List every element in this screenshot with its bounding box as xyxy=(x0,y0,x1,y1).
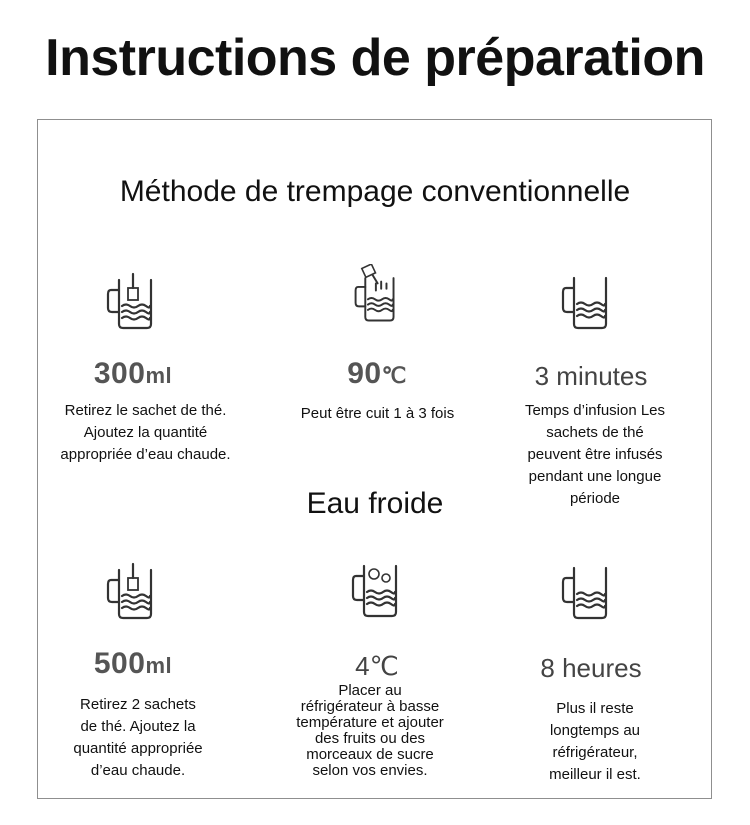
desc-line: Ajoutez la quantité xyxy=(83,424,208,441)
cup-icon xyxy=(560,272,610,332)
desc-line: Placer au xyxy=(338,682,402,699)
cup-with-teabag-icon xyxy=(105,562,155,622)
section-heading-conventional: Méthode de trempage conventionnelle xyxy=(119,175,631,208)
desc-line: longtemps au xyxy=(549,722,641,739)
stat-unit: ml xyxy=(145,363,173,388)
cup-with-fruit-icon xyxy=(350,560,400,620)
desc-90c xyxy=(270,403,485,425)
cup-with-teabag-icon xyxy=(105,272,155,332)
desc-line: sachets de thé xyxy=(546,424,644,441)
desc-300ml xyxy=(38,400,253,466)
desc-line: Plus il reste xyxy=(556,700,634,717)
desc-line: température et ajouter xyxy=(296,714,444,731)
desc-4c xyxy=(280,683,460,779)
section-heading-cold-water: Eau froide xyxy=(306,487,444,520)
desc-line: morceaux de sucre xyxy=(306,746,434,763)
page-title: Instructions de préparation xyxy=(45,29,705,87)
desc-line: Temps d’infusion Les xyxy=(524,402,666,419)
desc-line: période xyxy=(569,490,621,507)
desc-line: quantité appropriée xyxy=(73,740,203,757)
desc-line: meilleur il est. xyxy=(549,766,641,783)
desc-line: Peut être cuit 1 à 3 fois xyxy=(300,405,455,422)
desc-line: réfrigérateur, xyxy=(552,744,638,761)
desc-line: Retirez le sachet de thé. xyxy=(64,402,227,419)
stat-temperature-90 xyxy=(277,357,477,391)
stat-unit: ml xyxy=(145,653,173,678)
cup-icon xyxy=(560,562,610,622)
desc-line: Retirez 2 sachets xyxy=(80,696,196,713)
stat-value: 90 xyxy=(347,357,382,390)
desc-line: selon vos envies. xyxy=(312,762,428,779)
stat-volume-300 xyxy=(33,357,233,391)
stat-time-8-heures: 8 heures xyxy=(540,653,642,683)
desc-line: des fruits ou des xyxy=(314,730,426,747)
desc-500ml xyxy=(38,694,238,782)
stat-time-3-minutes: 3 minutes xyxy=(534,361,648,391)
desc-line: pendant une longue xyxy=(528,468,662,485)
stat-volume-500 xyxy=(33,647,233,681)
stat-unit: ℃ xyxy=(381,363,407,388)
desc-8-heures xyxy=(495,698,695,786)
stat-value: 300 xyxy=(93,357,146,390)
cup-with-pouring-teabag-icon xyxy=(350,264,400,324)
desc-line: d’eau chaude. xyxy=(90,762,186,779)
desc-line: appropriée d’eau chaude. xyxy=(60,446,231,463)
stat-temperature-4: 4℃ xyxy=(355,651,399,681)
desc-line: réfrigérateur à basse xyxy=(300,698,440,715)
desc-line: de thé. Ajoutez la xyxy=(80,718,196,735)
desc-line: peuvent être infusés xyxy=(527,446,663,463)
stat-value: 500 xyxy=(93,647,146,680)
